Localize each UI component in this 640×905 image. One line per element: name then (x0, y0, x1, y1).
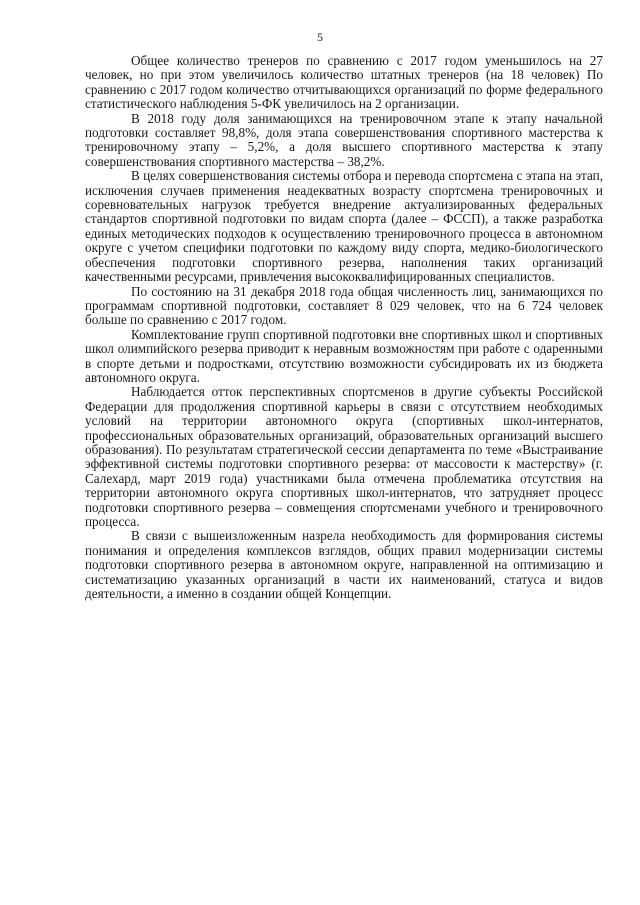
paragraph-training-stage-shares: В 2018 году доля занимающихся на тренировочном этапе к этапу начальной подготовки составляет 98,8%, доля этапа совершенствования спортивного мастерства к тренировочному этапу – 5,2%, а доля высшего спортивного мастерства к этапу совершенствования спортивного мастерства – 38,2%. (85, 110, 603, 169)
document-body (85, 54, 603, 601)
paragraph-total-athletes: По состоянию на 31 декабря 2018 года общая численность лиц, занимающихся по программам спортивной подготовки, составляет 8 029 человек, что на 6 724 человек больше по сравнению с 2017 годом. (85, 283, 603, 328)
paragraph-selection-system: В целях совершенствования системы отбора и перевода спортсмена с этапа на этап, исключения случаев применения неадекватных возрасту спортсмена тренировочных и соревновательных нагрузок требуется внедрение актуализированных федеральных стандартов спортивной подготовки по видам спорта (далее – ФССП), а также разработка единых методических подходов к осуществлению тренировочного процесса в автономном округе с учетом специфики подготовки по каждому виду спорта, медико-биологического обеспечения подготовки спортивного резерва, наполнения таких организаций качественными ресурсами, привлечения высококвалифицированных специалистов. (85, 168, 603, 285)
paragraph-athlete-outflow: Наблюдается отток перспективных спортсменов в другие субъекты Российской Федерации для продолжения спортивной карьеры в связи с отсутствием необходимых условий на территории автономного округа (спортивных школ-интернатов, профессиональных образовательных организаций, образовательных организаций высшего образования). По результатам стратегической сессии департамента по теме «Выстраивание эффективной системы подготовки спортивного резерва: от массовости к мастерству» (г. Салехард, март 2019 года) участниками была отмечена проблематика отсутствия на территории автономного округа спортивных школ-интернатов, что затрудняет процесс подготовки спортивного резерва – совмещения спортсменами учебного и тренировочного процесса. (85, 384, 603, 529)
paragraph-concept-need: В связи с вышеизложенным назрела необходимость для формирования системы понимания и определения комплексов взглядов, общих правил модернизации системы подготовки спортивного резерва в автономном округе, направленной на оптимизацию и систематизацию указанных организаций в части их наименований, статуса и видов деятельности, а именно в создании общей Концепции. (85, 528, 603, 602)
paragraph-group-staffing: Комплектование групп спортивной подготовки вне спортивных школ и спортивных школ олимпийского резерва приводит к неравным возможностям при работе с одаренными в спорте детьми и подростками, отсутствию возможности субсидировать их из бюджета автономного округа. (85, 326, 603, 385)
paragraph-trainers-count: Общее количество тренеров по сравнению с 2017 годом уменьшилось на 27 человек, но при этом увеличилось количество штатных тренеров (на 18 человек) По сравнению с 2017 годом количество отчитывающихся организаций по форме федерального статистического наблюдения 5-ФК увеличилось на 2 организации. (85, 53, 603, 112)
page-number: 5 (317, 30, 323, 44)
